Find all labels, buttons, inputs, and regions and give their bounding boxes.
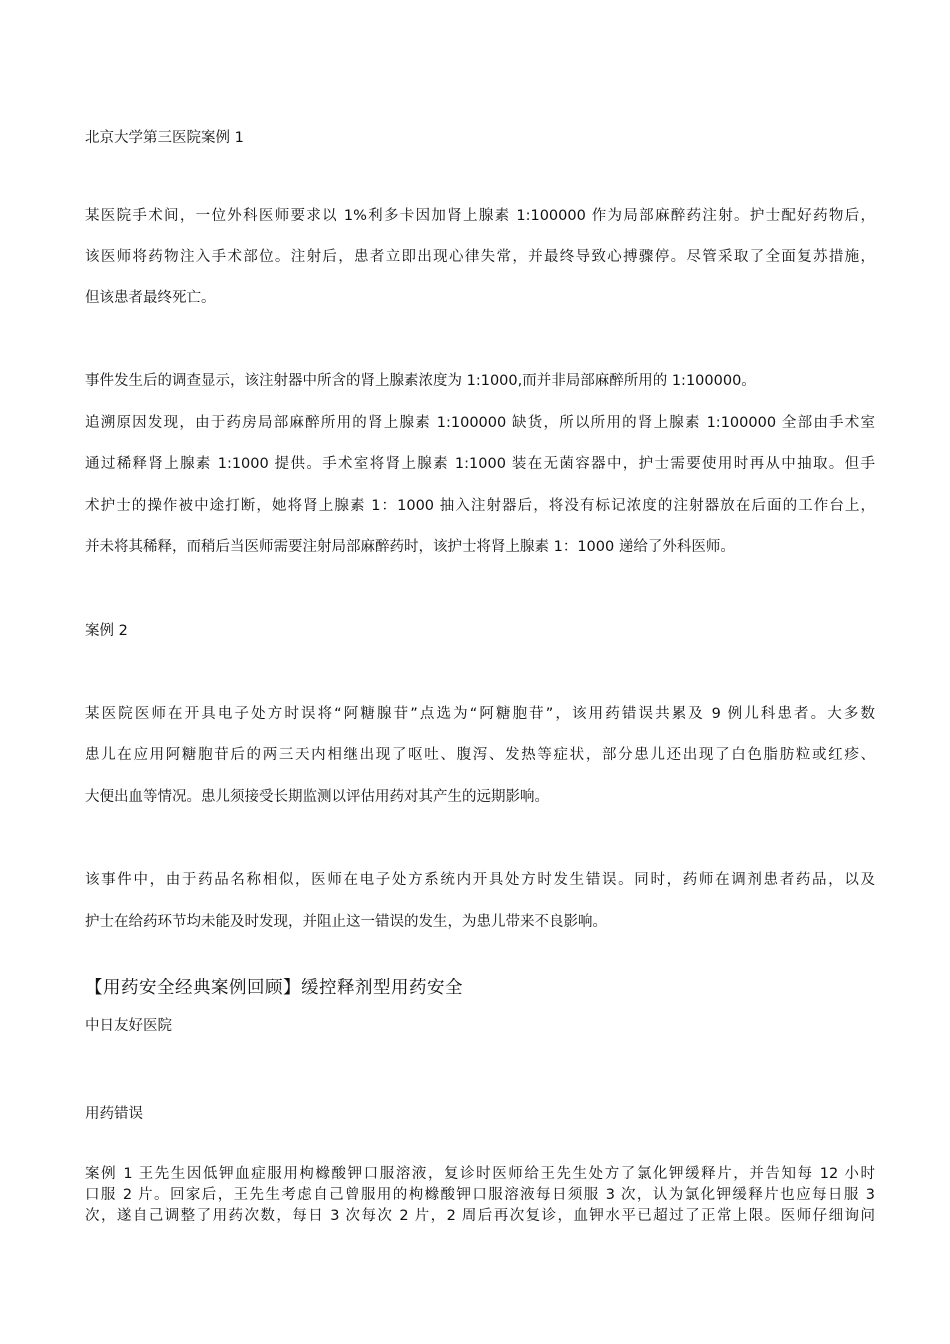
subsection-title: 用药错误 xyxy=(85,1106,143,1122)
paragraph-line: 通过稀释肾上腺素 1:1000 提供。手术室将肾上腺素 1:1000 装在无菌容器中，护士需要使用时再从中抽取。但手 xyxy=(85,456,875,472)
paragraph-line: 术护士的操作被中途打断，她将肾上腺素 1：1000 抽入注射器后，将没有标记浓度的注射器放在后面的工作台上， xyxy=(85,498,875,514)
paragraph-line: 追溯原因发现，由于药房局部麻醉所用的肾上腺素 1:100000 缺货，所以所用的肾上腺素 1:100000 全部由手术室 xyxy=(85,415,875,431)
paragraph-line: 某医院手术间，一位外科医师要求以 1%利多卡因加肾上腺素 1:100000 作为局部麻醉药注射。护士配好药物后， xyxy=(85,208,875,224)
paragraph-line: 护士在给药环节均未能及时发现，并阻止这一错误的发生，为患儿带来不良影响。 xyxy=(85,914,607,930)
paragraph-line: 该医师将药物注入手术部位。注射后，患者立即出现心律失常，并最终导致心搏骤停。尽管采取了全面复苏措施， xyxy=(85,249,875,265)
hospital-name: 中日友好医院 xyxy=(85,1018,172,1034)
paragraph-line: 该事件中，由于药品名称相似，医师在电子处方系统内开具处方时发生错误。同时，药师在调剂患者药品，以及 xyxy=(85,872,875,888)
paragraph-line: 大便出血等情况。患儿须接受长期监测以评估用药对其产生的远期影响。 xyxy=(85,789,549,805)
paragraph-line: 口服 2 片。回家后，王先生考虑自己曾服用的枸橼酸钾口服溶液每日须服 3 次，认为氯化钾缓释片也应每日服 3 xyxy=(85,1187,875,1203)
paragraph-line: 并未将其稀释，而稍后当医师需要注射局部麻醉药时，该护士将肾上腺素 1：1000 递给了外科医师。 xyxy=(85,539,735,555)
paragraph-line: 事件发生后的调查显示，该注射器中所含的肾上腺素浓度为 1:1000,而并非局部麻醉所用的 1:100000。 xyxy=(85,373,756,389)
paragraph-line: 某医院医师在开具电子处方时误将“阿糖腺苷”点选为“阿糖胞苷”，该用药错误共累及 9 例儿科患者。大多数 xyxy=(85,706,875,722)
paragraph-line: 但该患者最终死亡。 xyxy=(85,290,216,306)
case2-title: 案例 2 xyxy=(85,623,128,639)
paragraph-line: 患儿在应用阿糖胞苷后的两三天内相继出现了呕吐、腹泻、发热等症状，部分患儿还出现了白色脂肪粒或红疹、 xyxy=(85,747,875,763)
case1-title: 北京大学第三医院案例 1 xyxy=(85,130,244,146)
paragraph-line: 案例 1 王先生因低钾血症服用枸橼酸钾口服溶液，复诊时医师给王先生处方了氯化钾缓释片，并告知每 12 小时 xyxy=(85,1166,875,1182)
paragraph-line: 次，遂自己调整了用药次数，每日 3 次每次 2 片，2 周后再次复诊，血钾水平已超过了正常上限。医师仔细询问 xyxy=(85,1208,875,1224)
section-heading: 【用药安全经典案例回顾】缓控释剂型用药安全 xyxy=(85,978,463,998)
